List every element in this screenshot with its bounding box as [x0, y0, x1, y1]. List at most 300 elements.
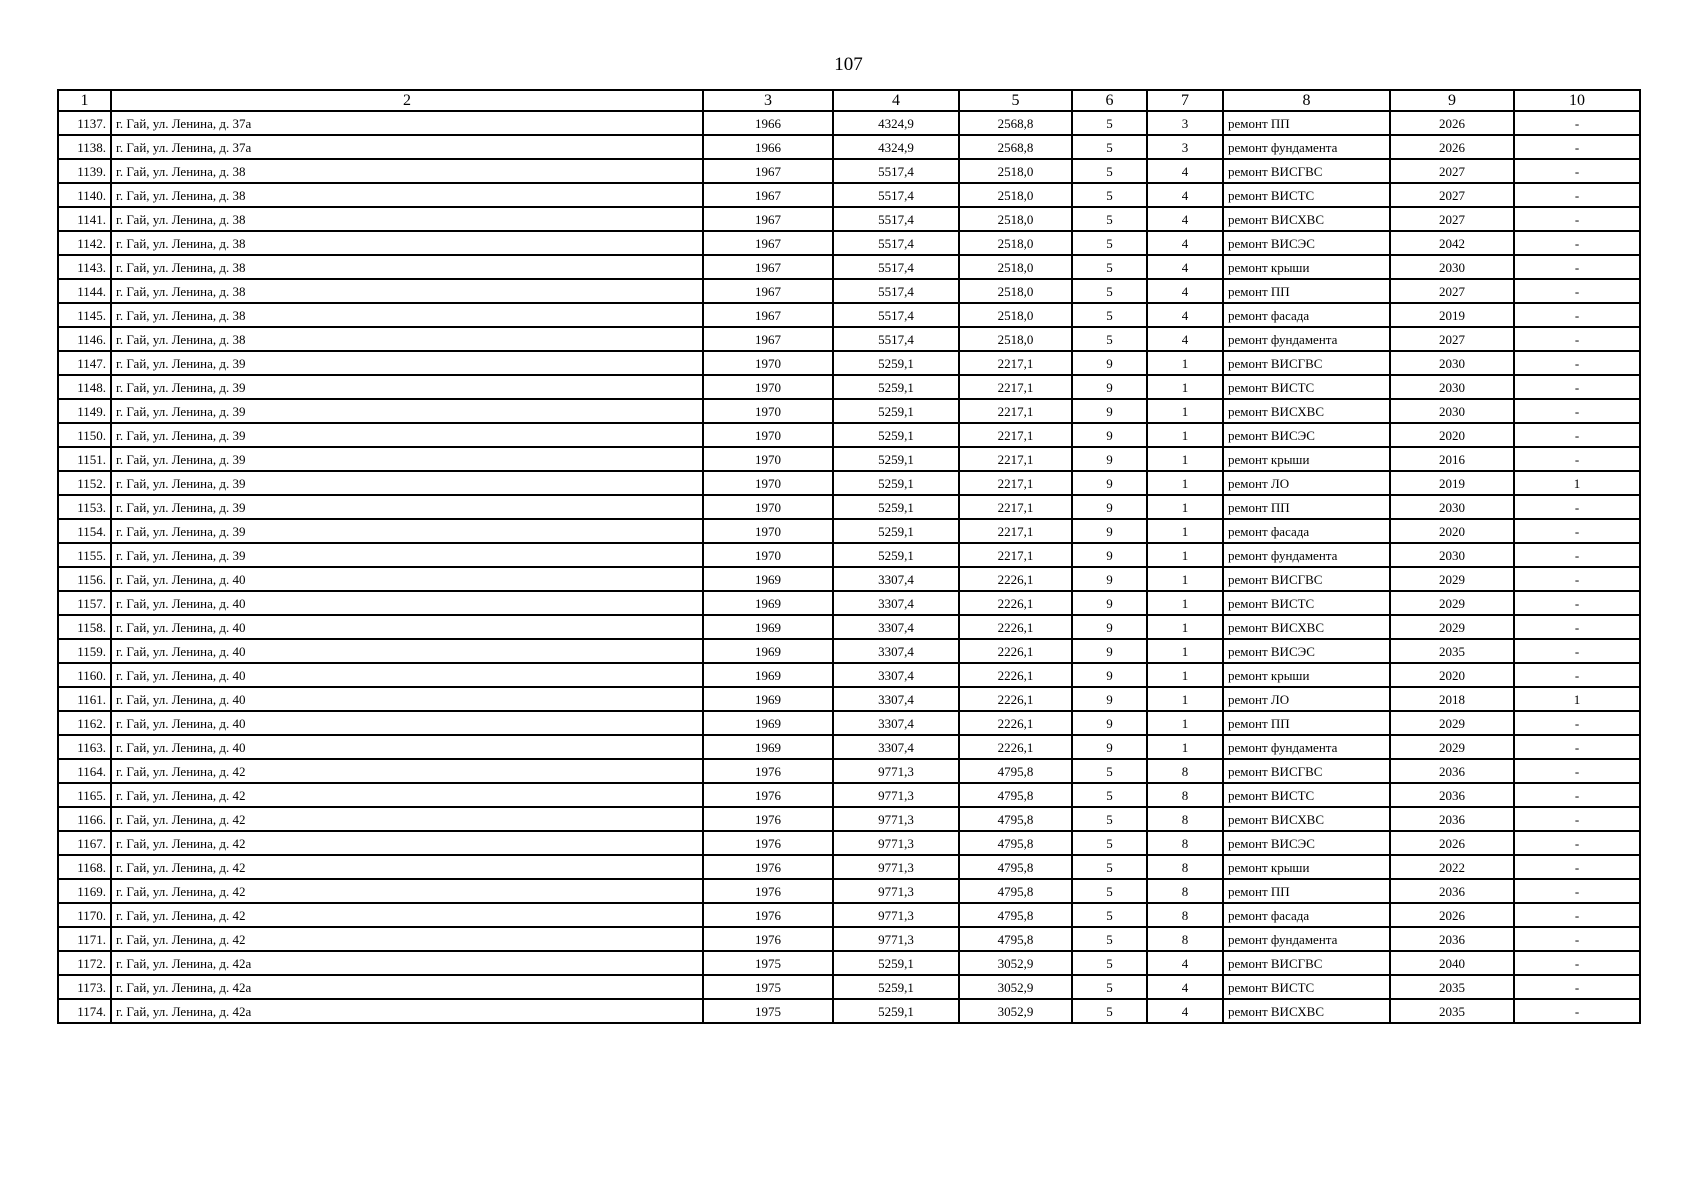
- cell-row-number: 1141.: [58, 207, 111, 231]
- table-row: [58, 567, 1640, 591]
- cell-floors: 5: [1072, 111, 1147, 135]
- cell-planned-year: 2029: [1390, 567, 1514, 591]
- cell-total-area: 5259,1: [833, 399, 959, 423]
- cell-mark: -: [1514, 879, 1640, 903]
- cell-floors: 9: [1072, 351, 1147, 375]
- table-row: [58, 183, 1640, 207]
- cell-address: г. Гай, ул. Ленина, д. 37а: [111, 135, 703, 159]
- cell-work-type: ремонт ВИСХВС: [1223, 807, 1390, 831]
- cell-mark: -: [1514, 255, 1640, 279]
- cell-year-built: 1969: [703, 663, 833, 687]
- cell-entrances: 1: [1147, 735, 1223, 759]
- cell-living-area: 4795,8: [959, 903, 1072, 927]
- cell-planned-year: 2026: [1390, 903, 1514, 927]
- cell-planned-year: 2026: [1390, 831, 1514, 855]
- cell-row-number: 1150.: [58, 423, 111, 447]
- cell-living-area: 2518,0: [959, 303, 1072, 327]
- cell-work-type: ремонт ВИСХВС: [1223, 399, 1390, 423]
- table-row: [58, 327, 1640, 351]
- cell-planned-year: 2030: [1390, 543, 1514, 567]
- cell-planned-year: 2029: [1390, 711, 1514, 735]
- cell-total-area: 5259,1: [833, 951, 959, 975]
- table-row: [58, 855, 1640, 879]
- cell-row-number: 1147.: [58, 351, 111, 375]
- cell-mark: -: [1514, 303, 1640, 327]
- cell-row-number: 1173.: [58, 975, 111, 999]
- table-row: [58, 255, 1640, 279]
- cell-planned-year: 2029: [1390, 591, 1514, 615]
- cell-total-area: 3307,4: [833, 663, 959, 687]
- table-row: [58, 135, 1640, 159]
- table-row: [58, 711, 1640, 735]
- cell-total-area: 9771,3: [833, 759, 959, 783]
- cell-address: г. Гай, ул. Ленина, д. 42а: [111, 975, 703, 999]
- cell-year-built: 1970: [703, 543, 833, 567]
- cell-total-area: 5517,4: [833, 279, 959, 303]
- cell-living-area: 2226,1: [959, 615, 1072, 639]
- cell-year-built: 1976: [703, 807, 833, 831]
- cell-entrances: 1: [1147, 447, 1223, 471]
- table-row: [58, 375, 1640, 399]
- cell-floors: 5: [1072, 255, 1147, 279]
- cell-entrances: 8: [1147, 879, 1223, 903]
- cell-mark: -: [1514, 111, 1640, 135]
- cell-total-area: 5259,1: [833, 423, 959, 447]
- cell-living-area: 3052,9: [959, 999, 1072, 1023]
- cell-living-area: 4795,8: [959, 855, 1072, 879]
- cell-entrances: 1: [1147, 471, 1223, 495]
- cell-planned-year: 2019: [1390, 303, 1514, 327]
- cell-work-type: ремонт ВИСЭС: [1223, 231, 1390, 255]
- cell-living-area: 2217,1: [959, 399, 1072, 423]
- cell-entrances: 1: [1147, 639, 1223, 663]
- cell-entrances: 4: [1147, 951, 1223, 975]
- cell-row-number: 1140.: [58, 183, 111, 207]
- cell-floors: 5: [1072, 327, 1147, 351]
- cell-year-built: 1970: [703, 375, 833, 399]
- cell-row-number: 1172.: [58, 951, 111, 975]
- cell-floors: 5: [1072, 759, 1147, 783]
- cell-work-type: ремонт ПП: [1223, 279, 1390, 303]
- cell-floors: 9: [1072, 399, 1147, 423]
- cell-floors: 5: [1072, 951, 1147, 975]
- cell-floors: 5: [1072, 207, 1147, 231]
- table-row: [58, 519, 1640, 543]
- cell-total-area: 3307,4: [833, 687, 959, 711]
- table-row: [58, 831, 1640, 855]
- cell-row-number: 1137.: [58, 111, 111, 135]
- cell-address: г. Гай, ул. Ленина, д. 39: [111, 519, 703, 543]
- cell-living-area: 2226,1: [959, 663, 1072, 687]
- cell-row-number: 1169.: [58, 879, 111, 903]
- cell-address: г. Гай, ул. Ленина, д. 38: [111, 279, 703, 303]
- cell-total-area: 5259,1: [833, 375, 959, 399]
- cell-year-built: 1969: [703, 591, 833, 615]
- cell-mark: -: [1514, 927, 1640, 951]
- cell-planned-year: 2018: [1390, 687, 1514, 711]
- cell-living-area: 2518,0: [959, 279, 1072, 303]
- cell-living-area: 3052,9: [959, 975, 1072, 999]
- column-header-work-type: 8: [1223, 90, 1390, 111]
- cell-floors: 9: [1072, 447, 1147, 471]
- cell-living-area: 2226,1: [959, 591, 1072, 615]
- cell-work-type: ремонт ВИСТС: [1223, 183, 1390, 207]
- cell-work-type: ремонт ВИСХВС: [1223, 207, 1390, 231]
- cell-planned-year: 2020: [1390, 663, 1514, 687]
- cell-total-area: 5517,4: [833, 231, 959, 255]
- cell-work-type: ремонт ПП: [1223, 111, 1390, 135]
- cell-mark: -: [1514, 807, 1640, 831]
- cell-row-number: 1163.: [58, 735, 111, 759]
- cell-total-area: 9771,3: [833, 903, 959, 927]
- cell-living-area: 2568,8: [959, 135, 1072, 159]
- table-body: [58, 111, 1640, 1023]
- cell-mark: -: [1514, 447, 1640, 471]
- table-row: [58, 951, 1640, 975]
- column-header-living-area: 5: [959, 90, 1072, 111]
- cell-planned-year: 2030: [1390, 255, 1514, 279]
- cell-work-type: ремонт ВИСГВС: [1223, 951, 1390, 975]
- cell-row-number: 1151.: [58, 447, 111, 471]
- cell-planned-year: 2022: [1390, 855, 1514, 879]
- cell-entrances: 1: [1147, 351, 1223, 375]
- cell-planned-year: 2027: [1390, 183, 1514, 207]
- cell-work-type: ремонт ВИСЭС: [1223, 831, 1390, 855]
- table-row: [58, 879, 1640, 903]
- cell-living-area: 4795,8: [959, 807, 1072, 831]
- cell-total-area: 5259,1: [833, 999, 959, 1023]
- cell-address: г. Гай, ул. Ленина, д. 42: [111, 831, 703, 855]
- cell-planned-year: 2019: [1390, 471, 1514, 495]
- cell-total-area: 5259,1: [833, 447, 959, 471]
- cell-address: г. Гай, ул. Ленина, д. 40: [111, 567, 703, 591]
- cell-year-built: 1967: [703, 231, 833, 255]
- cell-planned-year: 2036: [1390, 807, 1514, 831]
- table-row: [58, 207, 1640, 231]
- cell-address: г. Гай, ул. Ленина, д. 39: [111, 351, 703, 375]
- cell-year-built: 1967: [703, 207, 833, 231]
- cell-row-number: 1157.: [58, 591, 111, 615]
- cell-row-number: 1149.: [58, 399, 111, 423]
- cell-row-number: 1154.: [58, 519, 111, 543]
- column-header-total-area: 4: [833, 90, 959, 111]
- cell-work-type: ремонт ВИСТС: [1223, 375, 1390, 399]
- cell-row-number: 1146.: [58, 327, 111, 351]
- cell-entrances: 8: [1147, 807, 1223, 831]
- cell-entrances: 4: [1147, 207, 1223, 231]
- cell-planned-year: 2036: [1390, 759, 1514, 783]
- cell-floors: 5: [1072, 135, 1147, 159]
- cell-entrances: 4: [1147, 255, 1223, 279]
- cell-year-built: 1976: [703, 855, 833, 879]
- table-row: [58, 111, 1640, 135]
- cell-year-built: 1966: [703, 111, 833, 135]
- cell-address: г. Гай, ул. Ленина, д. 40: [111, 711, 703, 735]
- table-row: [58, 735, 1640, 759]
- cell-mark: -: [1514, 183, 1640, 207]
- cell-entrances: 4: [1147, 183, 1223, 207]
- cell-row-number: 1164.: [58, 759, 111, 783]
- cell-entrances: 1: [1147, 519, 1223, 543]
- cell-mark: -: [1514, 327, 1640, 351]
- cell-year-built: 1975: [703, 975, 833, 999]
- table-row: [58, 447, 1640, 471]
- cell-total-area: 9771,3: [833, 927, 959, 951]
- cell-entrances: 8: [1147, 831, 1223, 855]
- cell-floors: 9: [1072, 591, 1147, 615]
- cell-living-area: 4795,8: [959, 783, 1072, 807]
- cell-address: г. Гай, ул. Ленина, д. 39: [111, 471, 703, 495]
- repair-schedule-table: [57, 89, 1641, 1024]
- cell-mark: -: [1514, 159, 1640, 183]
- cell-mark: -: [1514, 519, 1640, 543]
- cell-total-area: 5259,1: [833, 495, 959, 519]
- cell-address: г. Гай, ул. Ленина, д. 40: [111, 615, 703, 639]
- cell-row-number: 1171.: [58, 927, 111, 951]
- cell-living-area: 4795,8: [959, 927, 1072, 951]
- cell-year-built: 1975: [703, 999, 833, 1023]
- cell-work-type: ремонт ВИСЭС: [1223, 423, 1390, 447]
- cell-work-type: ремонт фундамента: [1223, 327, 1390, 351]
- cell-row-number: 1166.: [58, 807, 111, 831]
- cell-entrances: 1: [1147, 567, 1223, 591]
- cell-work-type: ремонт ВИСТС: [1223, 975, 1390, 999]
- cell-entrances: 8: [1147, 927, 1223, 951]
- cell-work-type: ремонт фундамента: [1223, 735, 1390, 759]
- cell-floors: 5: [1072, 831, 1147, 855]
- cell-living-area: 2217,1: [959, 351, 1072, 375]
- cell-planned-year: 2035: [1390, 999, 1514, 1023]
- cell-address: г. Гай, ул. Ленина, д. 40: [111, 687, 703, 711]
- cell-planned-year: 2016: [1390, 447, 1514, 471]
- cell-year-built: 1969: [703, 615, 833, 639]
- cell-living-area: 3052,9: [959, 951, 1072, 975]
- cell-floors: 5: [1072, 807, 1147, 831]
- cell-entrances: 4: [1147, 159, 1223, 183]
- cell-entrances: 3: [1147, 111, 1223, 135]
- cell-planned-year: 2029: [1390, 735, 1514, 759]
- cell-planned-year: 2026: [1390, 135, 1514, 159]
- cell-year-built: 1967: [703, 255, 833, 279]
- table-row: [58, 783, 1640, 807]
- cell-row-number: 1138.: [58, 135, 111, 159]
- cell-work-type: ремонт ВИСЭС: [1223, 639, 1390, 663]
- cell-floors: 5: [1072, 303, 1147, 327]
- cell-year-built: 1976: [703, 831, 833, 855]
- cell-entrances: 1: [1147, 711, 1223, 735]
- cell-year-built: 1967: [703, 183, 833, 207]
- cell-year-built: 1976: [703, 927, 833, 951]
- cell-year-built: 1976: [703, 879, 833, 903]
- table-row: [58, 279, 1640, 303]
- cell-year-built: 1970: [703, 519, 833, 543]
- cell-living-area: 2518,0: [959, 207, 1072, 231]
- table-row: [58, 591, 1640, 615]
- cell-total-area: 3307,4: [833, 567, 959, 591]
- cell-floors: 9: [1072, 615, 1147, 639]
- cell-work-type: ремонт фундамента: [1223, 543, 1390, 567]
- cell-address: г. Гай, ул. Ленина, д. 42а: [111, 999, 703, 1023]
- cell-work-type: ремонт ВИСТС: [1223, 591, 1390, 615]
- cell-row-number: 1142.: [58, 231, 111, 255]
- cell-entrances: 8: [1147, 783, 1223, 807]
- column-header-year-built: 3: [703, 90, 833, 111]
- cell-floors: 9: [1072, 735, 1147, 759]
- cell-total-area: 5259,1: [833, 543, 959, 567]
- cell-row-number: 1139.: [58, 159, 111, 183]
- cell-mark: -: [1514, 375, 1640, 399]
- cell-planned-year: 2030: [1390, 399, 1514, 423]
- cell-work-type: ремонт ВИСГВС: [1223, 159, 1390, 183]
- cell-address: г. Гай, ул. Ленина, д. 42: [111, 759, 703, 783]
- cell-address: г. Гай, ул. Ленина, д. 38: [111, 231, 703, 255]
- cell-living-area: 2217,1: [959, 471, 1072, 495]
- cell-total-area: 5517,4: [833, 303, 959, 327]
- cell-floors: 5: [1072, 879, 1147, 903]
- cell-total-area: 3307,4: [833, 711, 959, 735]
- table-row: [58, 423, 1640, 447]
- cell-mark: -: [1514, 543, 1640, 567]
- cell-planned-year: 2027: [1390, 279, 1514, 303]
- table-row: [58, 303, 1640, 327]
- cell-row-number: 1156.: [58, 567, 111, 591]
- cell-entrances: 4: [1147, 231, 1223, 255]
- cell-row-number: 1158.: [58, 615, 111, 639]
- cell-address: г. Гай, ул. Ленина, д. 42: [111, 903, 703, 927]
- cell-mark: -: [1514, 591, 1640, 615]
- cell-planned-year: 2036: [1390, 783, 1514, 807]
- cell-work-type: ремонт ЛО: [1223, 471, 1390, 495]
- cell-entrances: 8: [1147, 855, 1223, 879]
- cell-living-area: 2226,1: [959, 567, 1072, 591]
- cell-work-type: ремонт ЛО: [1223, 687, 1390, 711]
- cell-row-number: 1174.: [58, 999, 111, 1023]
- cell-planned-year: 2027: [1390, 327, 1514, 351]
- cell-row-number: 1153.: [58, 495, 111, 519]
- cell-row-number: 1168.: [58, 855, 111, 879]
- table-row: [58, 687, 1640, 711]
- cell-row-number: 1161.: [58, 687, 111, 711]
- column-header-floors: 6: [1072, 90, 1147, 111]
- cell-living-area: 2217,1: [959, 543, 1072, 567]
- cell-total-area: 5259,1: [833, 519, 959, 543]
- cell-living-area: 2568,8: [959, 111, 1072, 135]
- cell-mark: -: [1514, 831, 1640, 855]
- cell-year-built: 1976: [703, 759, 833, 783]
- cell-mark: -: [1514, 423, 1640, 447]
- cell-entrances: 8: [1147, 903, 1223, 927]
- cell-floors: 9: [1072, 423, 1147, 447]
- table-row: [58, 663, 1640, 687]
- cell-planned-year: 2030: [1390, 495, 1514, 519]
- cell-row-number: 1152.: [58, 471, 111, 495]
- cell-mark: -: [1514, 495, 1640, 519]
- cell-work-type: ремонт фасада: [1223, 903, 1390, 927]
- cell-planned-year: 2035: [1390, 639, 1514, 663]
- cell-floors: 9: [1072, 687, 1147, 711]
- cell-total-area: 4324,9: [833, 135, 959, 159]
- cell-work-type: ремонт ВИСГВС: [1223, 567, 1390, 591]
- cell-total-area: 9771,3: [833, 807, 959, 831]
- cell-mark: -: [1514, 663, 1640, 687]
- cell-entrances: 1: [1147, 543, 1223, 567]
- cell-entrances: 8: [1147, 759, 1223, 783]
- cell-planned-year: 2029: [1390, 615, 1514, 639]
- cell-total-area: 5517,4: [833, 159, 959, 183]
- cell-total-area: 9771,3: [833, 855, 959, 879]
- cell-year-built: 1970: [703, 399, 833, 423]
- cell-planned-year: 2027: [1390, 159, 1514, 183]
- cell-planned-year: 2026: [1390, 111, 1514, 135]
- table-row: [58, 471, 1640, 495]
- table-row: [58, 999, 1640, 1023]
- column-header-address: 2: [111, 90, 703, 111]
- cell-address: г. Гай, ул. Ленина, д. 42: [111, 927, 703, 951]
- cell-mark: -: [1514, 639, 1640, 663]
- cell-floors: 5: [1072, 231, 1147, 255]
- cell-year-built: 1976: [703, 903, 833, 927]
- cell-year-built: 1970: [703, 423, 833, 447]
- cell-living-area: 2518,0: [959, 159, 1072, 183]
- cell-living-area: 2217,1: [959, 375, 1072, 399]
- cell-address: г. Гай, ул. Ленина, д. 38: [111, 255, 703, 279]
- cell-row-number: 1148.: [58, 375, 111, 399]
- cell-address: г. Гай, ул. Ленина, д. 42а: [111, 951, 703, 975]
- cell-living-area: 2217,1: [959, 447, 1072, 471]
- cell-mark: -: [1514, 903, 1640, 927]
- cell-floors: 9: [1072, 495, 1147, 519]
- cell-planned-year: 2036: [1390, 927, 1514, 951]
- cell-living-area: 2518,0: [959, 327, 1072, 351]
- cell-mark: -: [1514, 351, 1640, 375]
- table-row: [58, 231, 1640, 255]
- cell-planned-year: 2040: [1390, 951, 1514, 975]
- cell-year-built: 1969: [703, 711, 833, 735]
- cell-row-number: 1167.: [58, 831, 111, 855]
- cell-entrances: 4: [1147, 303, 1223, 327]
- cell-living-area: 2217,1: [959, 423, 1072, 447]
- cell-mark: -: [1514, 759, 1640, 783]
- cell-living-area: 2518,0: [959, 255, 1072, 279]
- cell-floors: 5: [1072, 279, 1147, 303]
- table-row: [58, 927, 1640, 951]
- cell-entrances: 1: [1147, 399, 1223, 423]
- cell-total-area: 5259,1: [833, 351, 959, 375]
- cell-work-type: ремонт ВИСГВС: [1223, 759, 1390, 783]
- cell-work-type: ремонт ПП: [1223, 879, 1390, 903]
- cell-work-type: ремонт фасада: [1223, 519, 1390, 543]
- cell-total-area: 9771,3: [833, 831, 959, 855]
- cell-total-area: 5259,1: [833, 975, 959, 999]
- cell-year-built: 1969: [703, 687, 833, 711]
- cell-work-type: ремонт фасада: [1223, 303, 1390, 327]
- cell-living-area: 2226,1: [959, 639, 1072, 663]
- column-header-mark: 10: [1514, 90, 1640, 111]
- cell-row-number: 1155.: [58, 543, 111, 567]
- cell-address: г. Гай, ул. Ленина, д. 38: [111, 183, 703, 207]
- cell-address: г. Гай, ул. Ленина, д. 39: [111, 447, 703, 471]
- table-row: [58, 543, 1640, 567]
- cell-entrances: 1: [1147, 615, 1223, 639]
- cell-work-type: ремонт крыши: [1223, 447, 1390, 471]
- cell-address: г. Гай, ул. Ленина, д. 38: [111, 207, 703, 231]
- cell-address: г. Гай, ул. Ленина, д. 39: [111, 423, 703, 447]
- cell-row-number: 1162.: [58, 711, 111, 735]
- cell-floors: 9: [1072, 567, 1147, 591]
- cell-entrances: 1: [1147, 687, 1223, 711]
- cell-floors: 9: [1072, 519, 1147, 543]
- cell-year-built: 1966: [703, 135, 833, 159]
